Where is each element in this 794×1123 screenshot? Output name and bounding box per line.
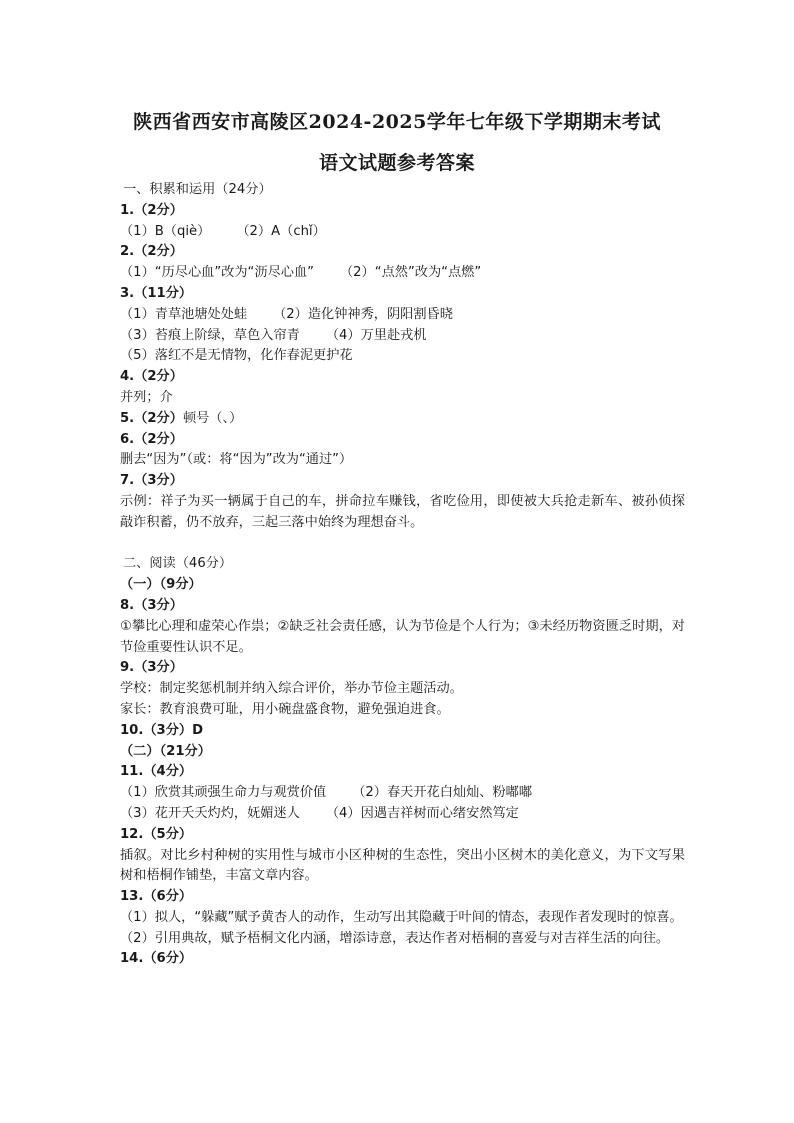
answer-part: （4）万里赴戎机 xyxy=(325,327,427,343)
answer-part: （2）春天开花白灿灿、粉嘟嘟 xyxy=(352,785,533,801)
answer-part: （1）青草池塘处处蛙 xyxy=(120,306,248,322)
question-3-answer-line xyxy=(120,305,685,326)
answer-part: （3）苔痕上阶绿，草色入帘青 xyxy=(120,327,300,343)
section-heading-reading: 二、阅读（46分） xyxy=(123,556,233,572)
page-subtitle: 语文试题参考答案 xyxy=(318,152,475,174)
reading-part-1-heading: （一）（9分） xyxy=(120,577,202,593)
answer-part: （2）“点然”改为“点燃” xyxy=(339,265,482,281)
question-4-answer: 并列；介 xyxy=(120,389,173,405)
answer-part: （4）因遇吉祥树而心绪安然笃定 xyxy=(325,805,519,821)
question-3-answer-line: （5）落红不是无情物，化作春泥更护花 xyxy=(120,348,353,364)
question-1-answer xyxy=(120,222,685,243)
question-8-answer: ①攀比心理和虚荣心作祟；②缺乏社会责任感，认为节俭是个人行为；③未经历物资匮乏时期，对节俭重要性认识不足。 xyxy=(120,618,685,655)
question-12-answer: 插叙。对比乡村种树的实用性与城市小区种树的生态性，突出小区树木的美化意义，为下文写果树和梧桐作铺垫，丰富文章内容。 xyxy=(120,847,685,884)
question-5-answer: 顿号（、） xyxy=(182,410,243,426)
section-heading-accumulation: 一、积累和运用（24分） xyxy=(123,182,272,197)
question-9-parent-answer: 家长：教育浪费可耻，用小碗盘盛食物，避免强迫进食。 xyxy=(120,701,450,717)
question-1-number: 1.（2分） xyxy=(120,202,183,218)
question-13-number: 13.（6分） xyxy=(120,889,193,905)
answer-part: （1）B（qiè） xyxy=(120,223,211,239)
question-11-answer-line xyxy=(120,783,685,804)
question-9-number: 9.（3分） xyxy=(120,660,183,676)
question-14-number: 14.（6分） xyxy=(120,951,193,967)
question-13-answer-2: （2）引用典故，赋予梧桐文化内涵，增添诗意，表达作者对梧桐的喜爱与对吉祥生活的向往。 xyxy=(120,930,670,946)
question-7-number: 7.（3分） xyxy=(120,473,183,489)
question-11-answer-line xyxy=(120,804,685,825)
answer-content xyxy=(120,180,685,970)
question-3-number: 3.（11分） xyxy=(120,285,193,301)
question-6-answer: 删去“因为”（或：将“因为”改为“通过”） xyxy=(120,452,353,468)
answer-part: （2）A（chǐ） xyxy=(236,223,326,239)
reading-part-2-heading: （二）（21分） xyxy=(120,743,211,759)
question-8-number: 8.（3分） xyxy=(120,597,183,613)
question-7-answer: 示例：祥子为买一辆属于自己的车，拼命拉车赚钱，省吃俭用，即使被大兵抢走新车、被孙侦探敲诈积蓄，仍不放弃，三起三落中始终为理想奋斗。 xyxy=(120,493,685,530)
question-5-line xyxy=(120,409,685,430)
question-5-number: 5.（2分） xyxy=(120,410,183,426)
question-10-line: 10.（3分）D xyxy=(120,722,204,738)
question-12-number: 12.（5分） xyxy=(120,826,193,842)
question-11-number: 11.（4分） xyxy=(120,764,193,780)
question-3-answer-line xyxy=(120,326,685,347)
answer-part: （1）“历尽心血”改为“沥尽心血” xyxy=(120,265,314,281)
answer-part: （2）造化钟神秀，阴阳割昏晓 xyxy=(273,306,453,322)
question-2-number: 2.（2分） xyxy=(120,244,183,260)
answer-part: （1）欣赏其顽强生命力与观赏价值 xyxy=(120,785,327,801)
question-4-number: 4.（2分） xyxy=(120,369,183,385)
question-6-number: 6.（2分） xyxy=(120,431,183,447)
question-2-answer xyxy=(120,263,685,284)
page-title: 陕西省西安市高陵区2024-2025学年七年级下学期期末考试 xyxy=(133,111,661,133)
question-13-answer-1: （1）拟人，“躲藏”赋予黄杏人的动作，生动写出其隐藏于叶间的情态，表现作者发现时的惊喜。 xyxy=(120,909,683,925)
question-9-school-answer: 学校：制定奖惩机制并纳入综合评价，举办节俭主题活动。 xyxy=(120,681,463,697)
answer-part: （3）花开夭夭灼灼，妩媚迷人 xyxy=(120,805,300,821)
